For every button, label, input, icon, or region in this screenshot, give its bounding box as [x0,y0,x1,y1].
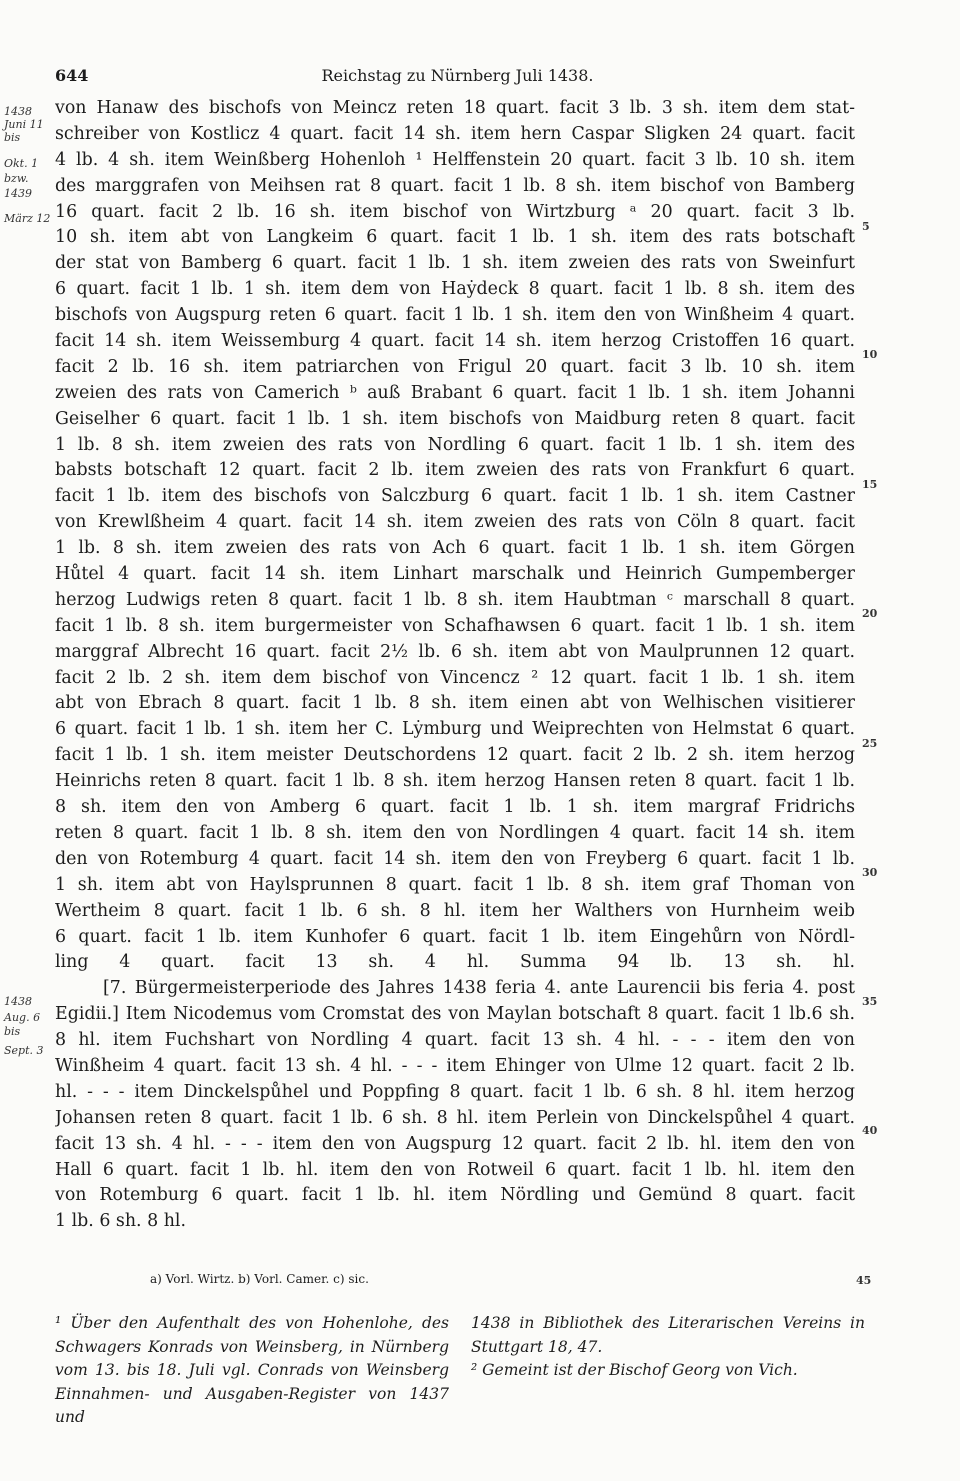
text-line: Hall 6 quart. facit 1 lb. hl. item den von Rotweil 6 quart. facit 1 lb. hl. item den [55,1159,855,1180]
text-line: 6 quart. facit 1 lb. item Kunhofer 6 quart. facit 1 lb. item Eingehůrn von Nördl- [55,926,855,947]
margin-date: bis [4,1025,21,1038]
line-number: 20 [862,607,878,620]
page-header [55,66,860,90]
margin-date: Okt. 1 [4,157,39,170]
footnote-1-continued: 1438 in Bibliothek des Literarischen Vereins in Stuttgart 18, 47. [471,1314,865,1356]
text-line: herzog Ludwigs reten 8 quart. facit 1 lb. 8 sh. item Haubtman ᶜ marschall 8 quart. [55,589,855,610]
line-number: 45 [856,1274,872,1287]
text-line: 1 lb. 8 sh. item zweien des rats von Ach 6 quart. facit 1 lb. 1 sh. item Görgen [55,538,855,559]
text-line: von Rotemburg 6 quart. facit 1 lb. hl. item Nördling und Gemünd 8 quart. facit [55,1185,855,1206]
running-title: Reichstag zu Nürnberg Juli 1438. [321,66,594,85]
line-number: 30 [862,866,878,879]
text-line: 8 hl. item Fuchshart von Nordling 4 quart. facit 13 sh. 4 hl. - - - item den von [55,1030,855,1051]
text-line: reten 8 quart. facit 1 lb. 8 sh. item den von Nordlingen 4 quart. facit 14 sh. item [55,822,855,843]
text-line: 6 quart. facit 1 lb. 1 sh. item dem von Haẏdeck 8 quart. facit 1 lb. 8 sh. item des [55,279,855,300]
critical-apparatus: a) Vorl. Wirtz. b) Vorl. Camer. c) sic. [150,1272,369,1286]
text-line: Wertheim 8 quart. facit 1 lb. 6 sh. 8 hl. item her Walthers von Hurnheim weib [55,900,855,921]
margin-date: 1438 [4,995,32,1008]
text-line: hl. - - - item Dinckelspůhel und Poppfing 8 quart. facit 1 lb. 6 sh. 8 hl. item herzog [55,1081,855,1102]
footnote-1: ¹ Über den Aufenthalt des von Hohenlohe, des Schwagers Konrads von Weinsberg, in Nürnberg vom 13. bis 18. Juli vgl. Conrads von Weinsberg Einnahmen- und Ausgaben-Register von 1437 und [55,1314,449,1426]
footnote-column-left [55,1312,449,1430]
text-line: Hůtel 4 quart. facit 14 sh. item Linhart marschalk und Heinrich Gumpemberger [55,564,855,585]
line-number: 35 [862,995,878,1008]
margin-date: März 12 [4,212,51,225]
text-line: von Hanaw des bischofs von Meincz reten 18 quart. facit 3 lb. 3 sh. item dem stat- [55,98,855,118]
text-line: 8 sh. item den von Amberg 6 quart. facit 1 lb. 1 sh. item margraf Fridrichs [55,797,855,818]
text-line: ling 4 quart. facit 13 sh. 4 hl. Summa 94 lb. 13 sh. hl. [55,952,855,973]
text-line: facit 1 lb. 1 sh. item meister Deutschordens 12 quart. facit 2 lb. 2 sh. item herzog [55,745,855,766]
margin-date: bis [4,131,21,144]
margin-date: Aug. 6 [4,1011,41,1024]
text-line: 10 sh. item abt von Langkeim 6 quart. facit 1 lb. 1 sh. item des rats botschaft [55,227,855,248]
text-line: Johansen reten 8 quart. facit 1 lb. 6 sh. 8 hl. item Perlein von Dinckelspůhel 4 quart. [55,1107,855,1128]
text-line: Heinrichs reten 8 quart. facit 1 lb. 8 sh. item herzog Hansen reten 8 quart. facit 1 lb. [55,771,855,792]
text-line: des marggrafen von Meihsen rat 8 quart. facit 1 lb. 8 sh. item bischof von Bamberg [55,175,855,196]
text-line: Winßheim 4 quart. facit 13 sh. 4 hl. - - - item Ehinger von Ulme 12 quart. facit 2 lb. [55,1055,855,1076]
text-line: facit 13 sh. 4 hl. - - - item den von Augspurg 12 quart. facit 2 lb. hl. item den von [55,1133,855,1154]
footnote-2: ² Gemeint ist der Bischof Georg von Vich. [471,1361,798,1379]
text-line: den von Rotemburg 4 quart. facit 14 sh. item den von Freyberg 6 quart. facit 1 lb. [55,848,855,869]
margin-date: Sept. 3 [4,1044,44,1057]
line-number: 15 [862,478,878,491]
text-line: facit 2 lb. 2 sh. item dem bischof von Vincencz ² 12 quart. facit 1 lb. 1 sh. item [55,667,855,688]
line-number: 25 [862,737,878,750]
text-line: facit 1 lb. 8 sh. item burgermeister von Schafhawsen 6 quart. facit 1 lb. 1 sh. item [55,615,855,636]
text-line: von Krewlßheim 4 quart. facit 14 sh. item zweien des rats von Cöln 8 quart. facit [55,512,855,533]
text-line: marggraf Albrecht 16 quart. facit 2½ lb. 6 sh. item abt von Maulprunnen 12 quart. [55,641,855,662]
text-line: facit 1 lb. item des bischofs von Salczburg 6 quart. facit 1 lb. 1 sh. item Castner [55,486,855,507]
text-line: 16 quart. facit 2 lb. 16 sh. item bischof von Wirtzburg ᵃ 20 quart. facit 3 lb. [55,201,855,222]
line-number: 10 [862,348,878,361]
margin-date: bzw. [4,172,29,185]
text-line: babsts botschaft 12 quart. facit 2 lb. item zweien des rats von Frankfurt 6 quart. [55,460,855,481]
text-line: facit 2 lb. 16 sh. item patriarchen von Frigul 20 quart. facit 3 lb. 10 sh. item [55,356,855,377]
footnote-column-right [471,1312,865,1430]
text-line: facit 14 sh. item Weissemburg 4 quart. facit 14 sh. item herzog Cristoffen 16 quart. [55,331,855,352]
text-line: 4 lb. 4 sh. item Weinßberg Hohenloh ¹ Helffenstein 20 quart. facit 3 lb. 10 sh. item [55,149,855,170]
text-line: 1 lb. 8 sh. item zweien des rats von Nordling 6 quart. facit 1 lb. 1 sh. item des [55,434,855,455]
footnotes [55,1312,865,1430]
margin-date: 1439 [4,187,32,200]
margin-date: Juni 11 [4,118,44,131]
text-line: bischofs von Augspurg reten 6 quart. facit 1 lb. 1 sh. item den von Winßheim 4 quart. [55,305,855,326]
margin-date: 1438 [4,105,32,118]
text-line: Geiselher 6 quart. facit 1 lb. 1 sh. item bischofs von Maidburg reten 8 quart. facit [55,408,855,429]
text-line: 1 sh. item abt von Haylsprunnen 8 quart. facit 1 lb. 8 sh. item graf Thoman von [55,874,855,895]
section-heading-line: [7. Bürgermeisterperiode des Jahres 1438 feria 4. ante Laurencii bis feria 4. post [103,978,855,999]
text-line: schreiber von Kostlicz 4 quart. facit 14 sh. item hern Caspar Sligken 24 quart. facit [55,123,855,144]
page-number: 644 [55,66,89,85]
main-text [55,96,855,1235]
text-line: der stat von Bamberg 6 quart. facit 1 lb. 1 sh. item zweien des rats von Sweinfurt [55,253,855,274]
text-line: zweien des rats von Camerich ᵇ auß Brabant 6 quart. facit 1 lb. 1 sh. item Johanni [55,382,855,403]
text-line: abt von Ebrach 8 quart. facit 1 lb. 8 sh. item einen abt von Welhischen visitierer [55,693,855,714]
text-line: 1 lb. 6 sh. 8 hl. [55,1211,186,1232]
line-number: 5 [862,220,870,233]
text-line: 6 quart. facit 1 lb. 1 sh. item her C. Lẏmburg und Weiprechten von Helmstat 6 quart. [55,719,855,740]
text-line: Egidii.] Item Nicodemus vom Cromstat des von Maylan botschaft 8 quart. facit 1 lb.6 sh. [55,1004,855,1025]
line-number: 40 [862,1124,878,1137]
